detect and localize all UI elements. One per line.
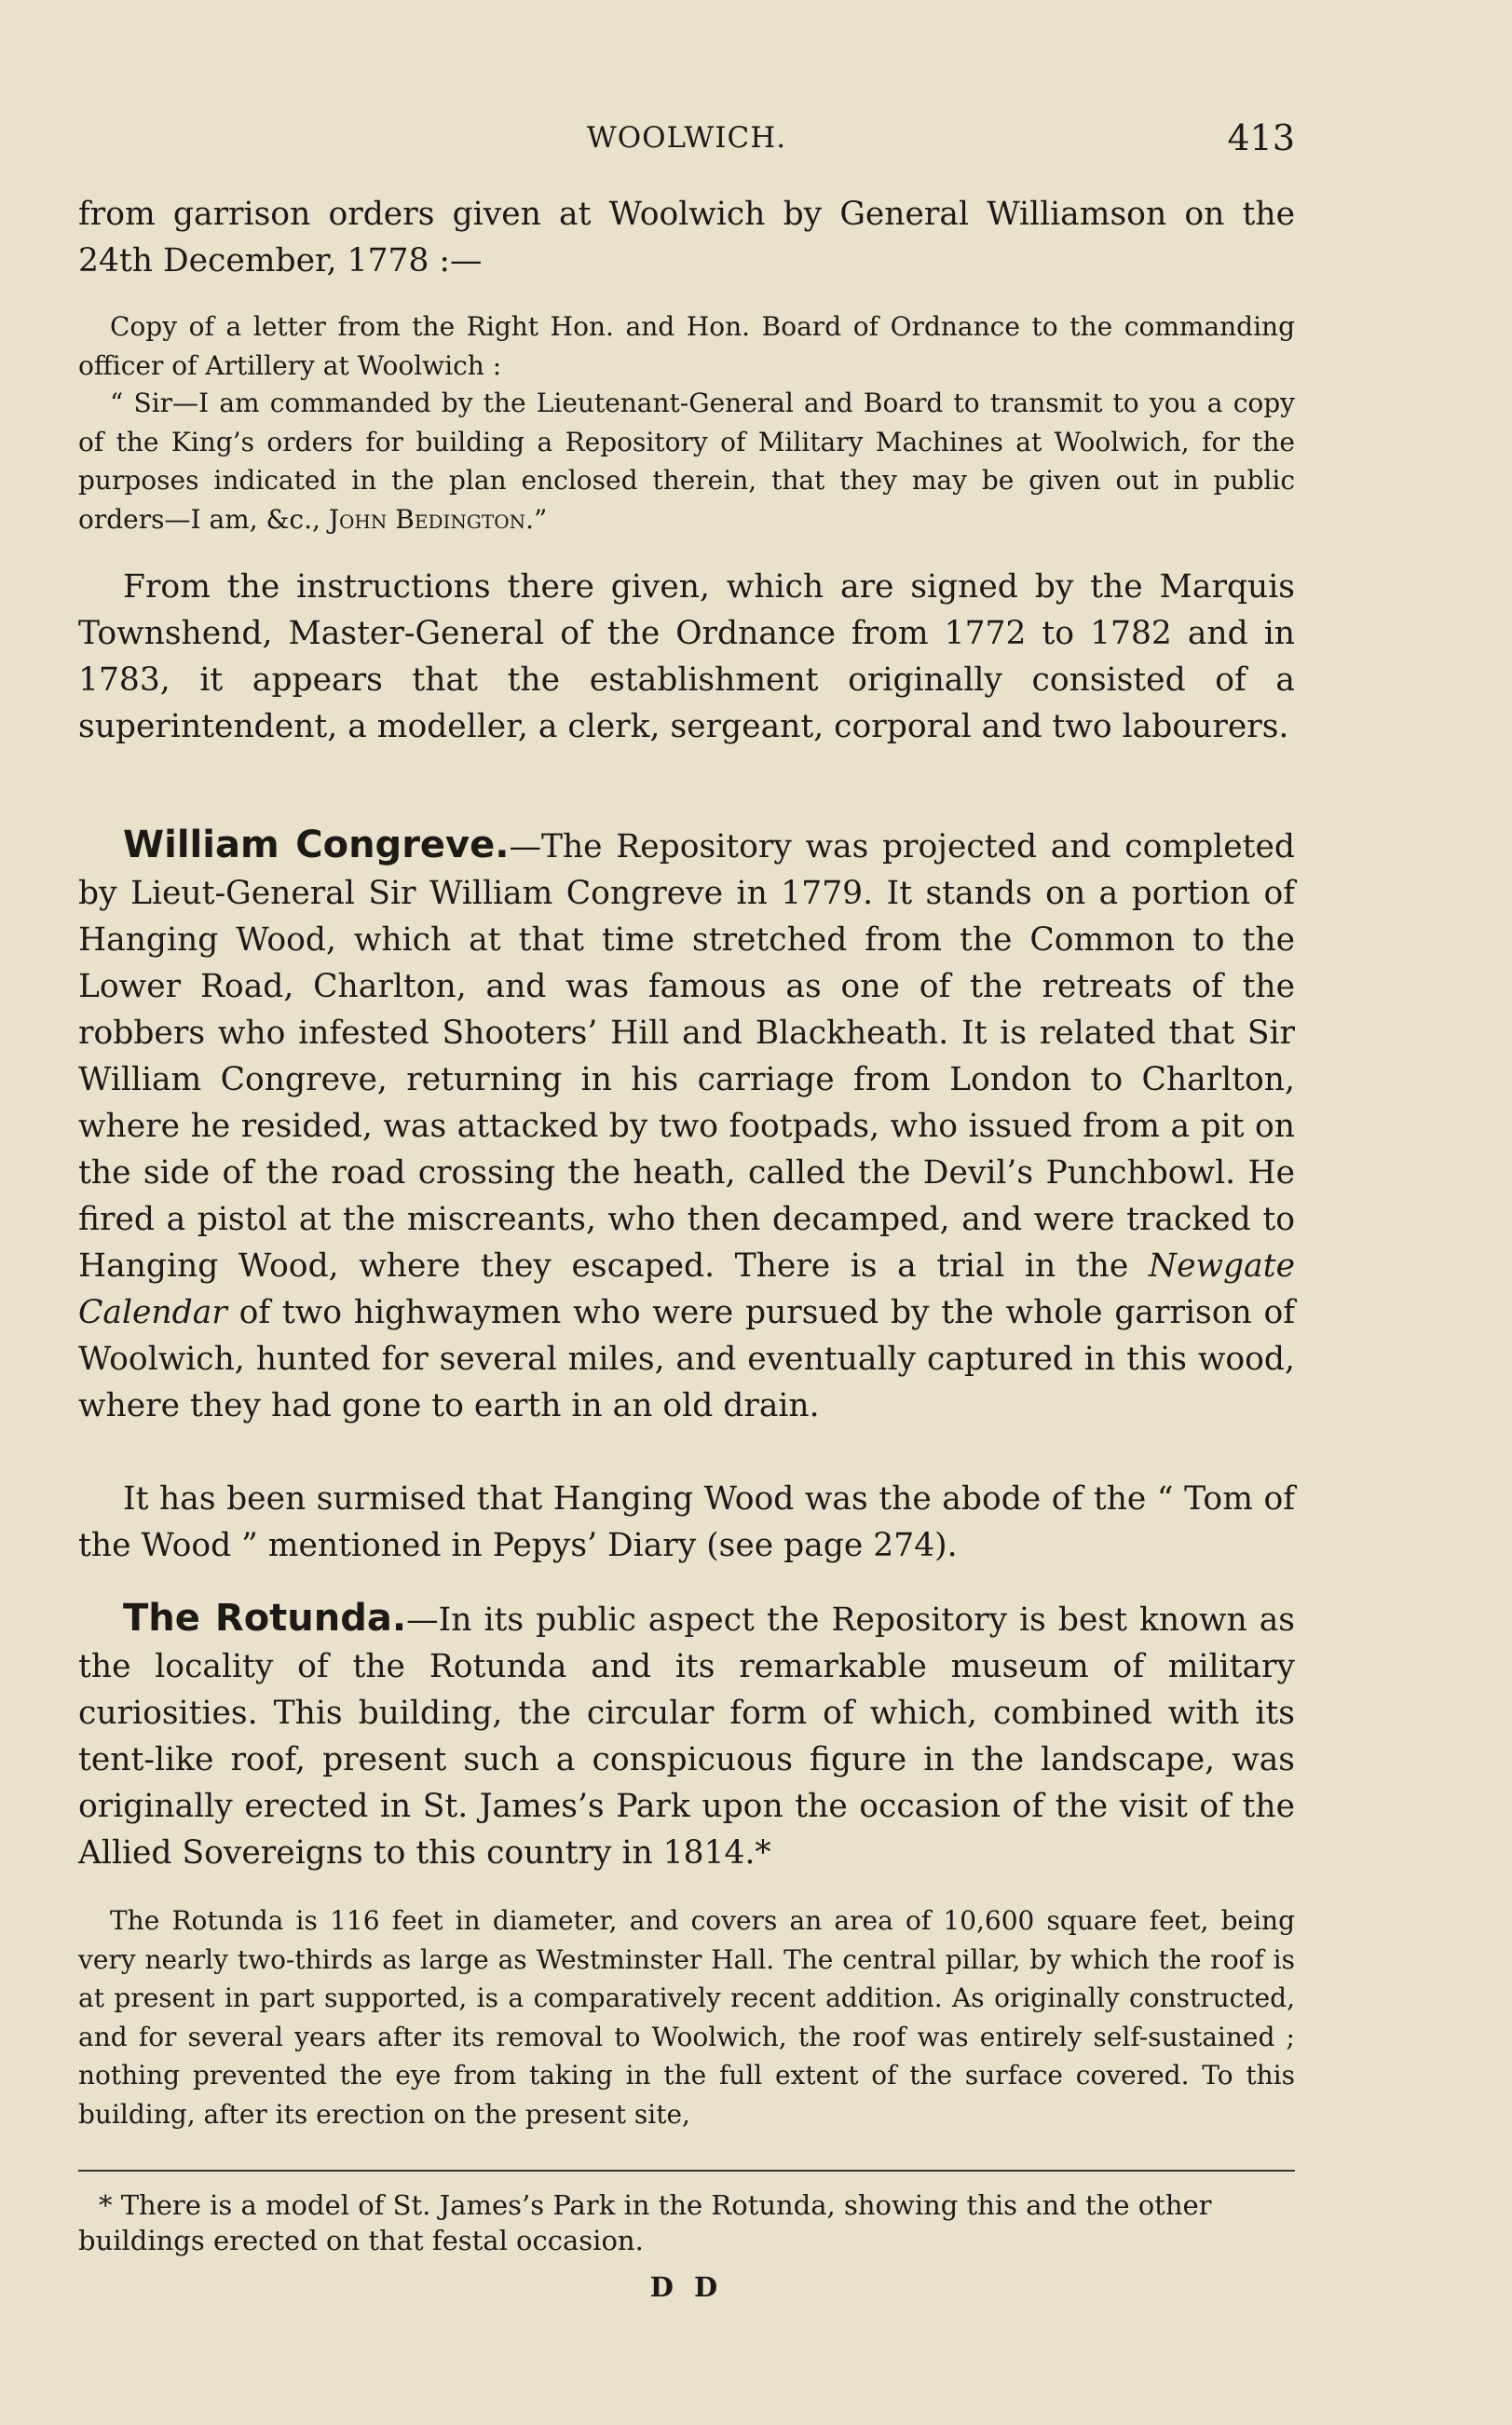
rotunda-text: —In its public aspect the Repository is best known as the locality of the Rotunda and its remarkable museum of military curiosities. This building, the circular form of which, combined with its tent-like roof, present such a conspicuous figure in the landscape, was originally erected in St. James’s Park upon the occasion of the visit of the Allied Sovereigns to this country in 1814.*: [78, 1601, 1295, 1872]
footnote: * There is a model of St. James’s Park in the Rotunda, showing this and the other buildings erected on that festal occasion.: [78, 2189, 1212, 2256]
section-heading-william-congreve: William Congreve.: [123, 824, 510, 866]
book-page: [78, 0, 1295, 2425]
running-head: [78, 117, 1295, 160]
letter-quote-close: ”: [534, 503, 548, 535]
paragraph-letter-quote: [78, 384, 1295, 538]
paragraph-garrison-orders: from garrison orders given at Woolwich by General Williamson on the 24th December, 1778 :—: [78, 196, 1295, 279]
footnote-rule: [78, 2170, 1295, 2172]
paragraph-rotunda-dimensions: The Rotunda is 116 feet in diameter, and covers an area of 10,600 square feet, being very nearly two-thirds as large as Westminster Hall. The central pillar, by which the roof is at present in part supported, is a comparatively recent addition. As originally constructed, and for several years after its removal to Woolwich, the roof was entirely self-sustained ; nothing prevented the eye from taking in the full extent of the surface covered. To this building, after its erection on the present site,: [78, 1905, 1295, 2130]
paragraph-rotunda: [78, 1595, 1295, 1876]
section-heading-rotunda: The Rotunda.: [123, 1597, 407, 1640]
paragraph-tom-of-the-wood: It has been surmised that Hanging Wood was the abode of the “ Tom of the Wood ” mentioned in Pepys’ Diary (see page 274).: [78, 1480, 1295, 1564]
letter-signature: John Bedington.: [328, 503, 534, 535]
newgate-calendar-title: Newgate Calendar: [78, 1247, 1295, 1331]
congreve-text-end: of two highwaymen who were pursued by the whole garrison of Woolwich, hunted for several miles, and eventually captured in this wood, where they had gone to earth in an old drain.: [78, 1294, 1295, 1424]
paragraph-instructions: From the instructions there given, which are signed by the Marquis Townshend, Master-General of the Ordnance from 1772 to 1782 and in 1783, it appears that the establishment originally consisted of a superintendent, a modeller, a clerk, sergeant, corporal and two labourers.: [78, 568, 1295, 745]
paragraph-letter-intro: Copy of a letter from the Right Hon. and Hon. Board of Ordnance to the commanding officer of Artillery at Woolwich :: [78, 311, 1295, 381]
running-title: WOOLWICH.: [586, 121, 787, 155]
congreve-text-start: —The Repository was projected and completed by Lieut-General Sir William Congreve in 1779. It stands on a portion of Hanging Wood, which at that time stretched from the Common to the Lower Road, Charlton, and was famous as one of the retreats of the robbers who infested Shooters’ Hill and Blackheath. It is related that Sir William Congreve, returning in his carriage from London to Charlton, where he resided, was attacked by two footpads, who issued from a pit on the side of the road crossing the heath, called the Devil’s Punchbowl. He fired a pistol at the miscreants, who then decamped, and were tracked to Hanging Wood, where they escaped. There is a trial in the: [78, 828, 1295, 1285]
signature-mark: D D: [649, 2271, 724, 2303]
paragraph-william-congreve: [78, 822, 1295, 1429]
page-number: 413: [1227, 117, 1295, 158]
letter-quote-text: “ Sir—I am commanded by the Lieutenant-General and Board to transmit to you a copy of the King’s orders for building a Repository of Military Machines at Woolwich, for the purposes indicated in the plan enclosed therein, that they may be given out in public orders—I am, &c.,: [78, 388, 1295, 535]
